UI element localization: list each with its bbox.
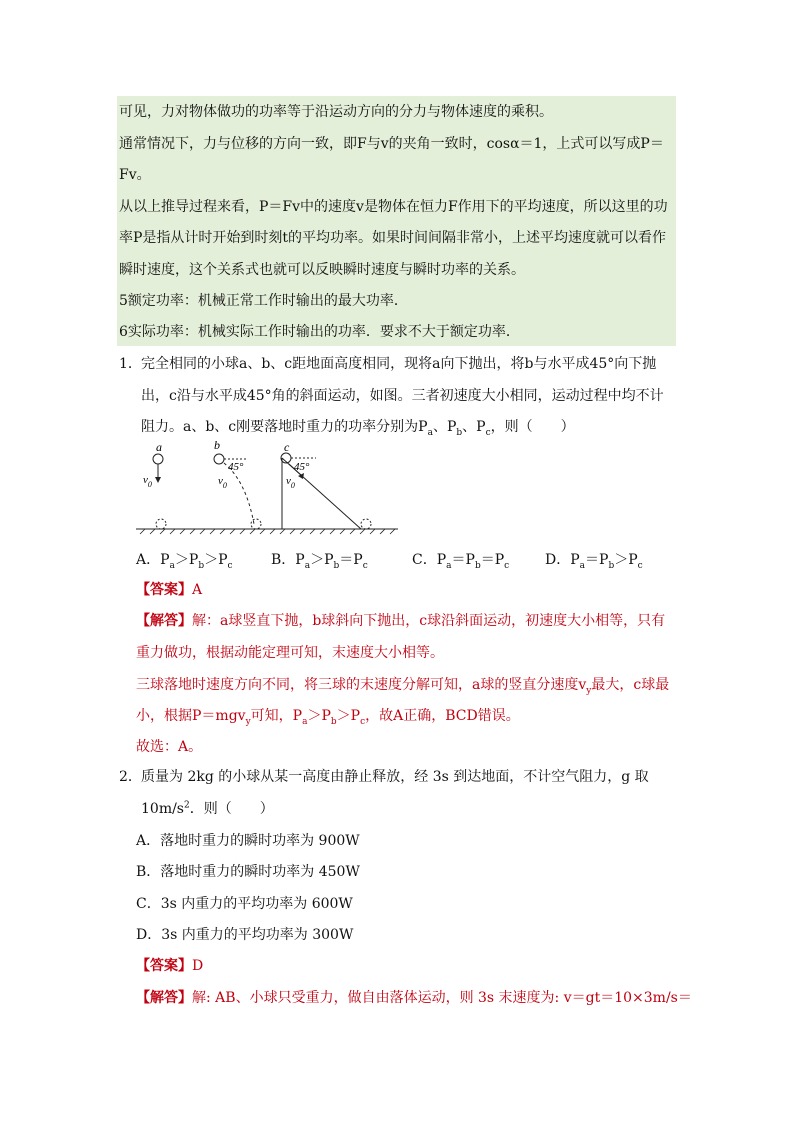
v0-label-b: $v_0$	[218, 475, 227, 490]
q2-option-d[interactable]: D．3s 内重力的平均功率为 300W	[136, 927, 354, 943]
q2-analysis-1: 【解答】解: AB、小球只受重力，做自由落体运动，则 3s 末速度为: v＝gt＝10×3m/s＝	[136, 990, 692, 1006]
landing-c	[361, 519, 371, 529]
q1-answer: 【答案】A	[136, 582, 203, 598]
intro-line-3: Fv。	[119, 167, 151, 183]
label-a: a	[156, 440, 162, 454]
q1-figure	[136, 436, 406, 546]
q1-line-3: 阻力。a、b、c刚要落地时重力的功率分别为$P_a$、$P_b$、$P_c$，则（ ）	[141, 419, 575, 438]
q2-number: 2．	[119, 769, 142, 785]
q1-number: 1．	[119, 356, 142, 372]
intro-line-2: 通常情况下，力与位移的方向一致，即F与v的夹角一致时，cosα＝1，上式可以写成P＝	[119, 136, 664, 152]
q1-analysis-4: 小，根据P＝mgv$_y$可知，$P_a>P_b>P_c$，故A正确，BCD错误。	[136, 708, 520, 727]
v0-label-a: $v_0$	[143, 474, 152, 489]
ball-a	[153, 454, 163, 464]
q1-analysis-1: 【解答】解：a球竖直下抛，b球斜向下抛出，c球沿斜面运动，初速度大小相等，只有	[136, 613, 666, 629]
q2-answer: 【答案】D	[136, 958, 204, 974]
q2-line-1: 质量为 2kg 的小球从某一高度由静止释放，经 3s 到达地面，不计空气阻力，g 取	[141, 769, 649, 785]
q2-line-2: $10m/s^2$．则（ ）	[141, 800, 274, 817]
landing-a	[156, 519, 166, 529]
intro-line-8: 6实际功率：机械实际工作时输出的功率．要求不大于额定功率．	[119, 324, 520, 340]
q1-line-2: 出，c沿与水平成45°角的斜面运动，如图。三者初速度大小相同，运动过程中均不计	[141, 388, 664, 404]
intro-line-1: 可见，力对物体做功的功率等于沿运动方向的分力与物体速度的乘积。	[119, 104, 553, 120]
intro-line-4: 从以上推导过程来看，P＝Fv中的速度v是物体在恒力F作用下的平均速度，所以这里的功	[119, 199, 668, 215]
q1-analysis-5: 故选：A。	[136, 739, 203, 755]
q2-option-a[interactable]: A．落地时重力的瞬时功率为 900W	[136, 833, 360, 849]
q1-analysis-3: 三球落地时速度方向不同，将三球的末速度分解可知，a球的竖直分速度$v_y$最大，c球最	[136, 677, 670, 696]
ball-b	[214, 454, 224, 464]
landing-b	[251, 519, 261, 529]
angle-c: 45°	[294, 461, 310, 473]
q2-option-c[interactable]: C．3s 内重力的平均功率为 600W	[136, 896, 353, 912]
label-b: b	[214, 438, 220, 452]
angle-b: 45°	[228, 461, 244, 473]
q2-option-b[interactable]: B．落地时重力的瞬时功率为 450W	[136, 864, 360, 880]
intro-line-6: 瞬时速度，这个关系式也就可以反映瞬时速度与瞬时功率的关系。	[119, 262, 525, 278]
q1-option-c[interactable]: C．$P_a=P_b=P_c$	[412, 552, 510, 571]
q1-option-b[interactable]: B．$P_a>P_b=P_c$	[271, 552, 368, 571]
intro-line-5: 率P是指从计时开始到时刻t的平均功率。如果时间间隔非常小，上述平均速度就可以看作	[119, 230, 667, 246]
q1-option-a[interactable]: A．$P_a>P_b>P_c$	[136, 552, 233, 571]
v0-label-c: $v_0$	[286, 475, 295, 490]
q1-line-1: 完全相同的小球a、b、c距地面高度相同，现将a向下抛出，将b与水平成45°向下抛	[141, 356, 657, 372]
q1-analysis-2: 重力做功，根据动能定理可知，末速度大小相等。	[136, 645, 444, 661]
label-c: c	[284, 440, 290, 454]
q1-option-d[interactable]: D．$P_a=P_b>P_c$	[545, 552, 643, 571]
intro-line-7: 5额定功率：机械正常工作时输出的最大功率．	[119, 293, 408, 309]
